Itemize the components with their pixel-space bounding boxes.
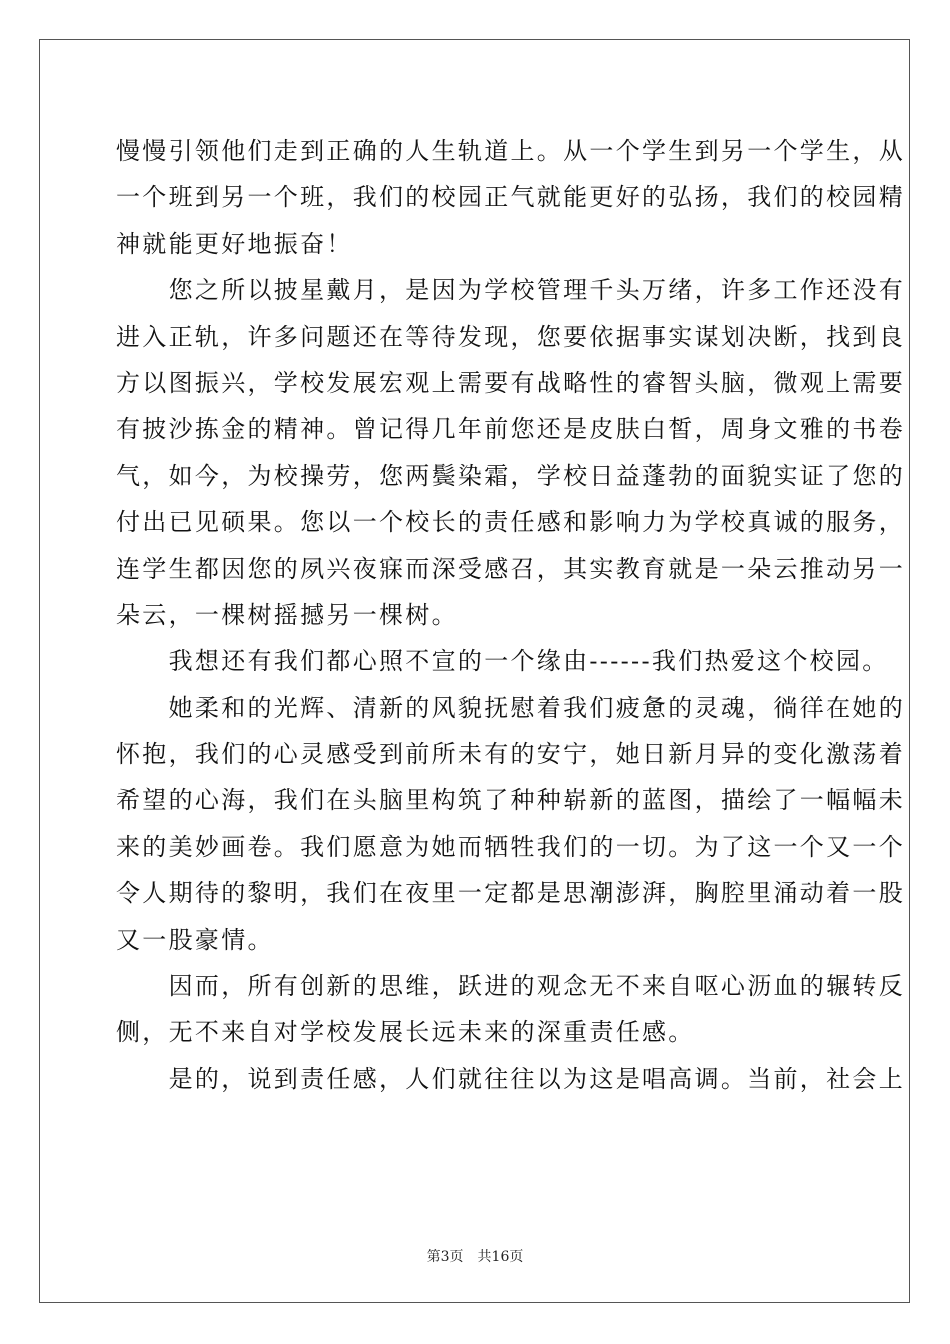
text-line: 慢慢引领他们走到正确的人生轨道上。从一个学生到另一个学生，从 <box>116 137 905 165</box>
text-line: 她柔和的光辉、清新的风貌抚慰着我们疲惫的灵魂，徜徉在她的 <box>116 693 905 722</box>
text-line: 连学生都因您的夙兴夜寐而深受感召，其实教育就是一朵云推动另一 <box>116 554 905 583</box>
text-line: 您之所以披星戴月，是因为学校管理千头万绪，许多工作还没有 <box>116 276 905 305</box>
text-line: 来的美妙画卷。我们愿意为她而牺牲我们的一切。为了这一个又一个 <box>116 832 905 861</box>
text-line: 神就能更好地振奋！ <box>116 229 353 258</box>
page-number: 第3页 <box>426 1249 464 1265</box>
text-line: 怀抱，我们的心灵感受到前所未有的安宁，她日新月异的变化激荡着 <box>116 740 905 769</box>
text-line: 又一股豪情。 <box>116 925 274 954</box>
page-total: 共16页 <box>477 1249 524 1265</box>
text-line: 侧，无不来自对学校发展长远未来的深重责任感。 <box>116 1018 695 1047</box>
text-line: 是的，说到责任感，人们就往往以为这是唱高调。当前，社会上 <box>116 1064 905 1093</box>
document-body <box>116 128 905 1102</box>
text-line: 一个班到另一个班，我们的校园正气就能更好的弘扬，我们的校园精 <box>116 183 905 212</box>
text-line: 有披沙拣金的精神。曾记得几年前您还是皮肤白皙，周身文雅的书卷 <box>116 415 905 444</box>
text-line: 因而，所有创新的思维，跃进的观念无不来自呕心沥血的辗转反 <box>116 972 905 1001</box>
text-line: 进入正轨，许多问题还在等待发现，您要依据事实谋划决断，找到良 <box>116 322 905 351</box>
text-line: 气，如今，为校操劳，您两鬓染霜，学校日益蓬勃的面貌实证了您的 <box>116 461 905 490</box>
text-line: 令人期待的黎明，我们在夜里一定都是思潮澎湃，胸腔里涌动着一股 <box>116 879 905 908</box>
text-line: 方以图振兴，学校发展宏观上需要有战略性的睿智头脑，微观上需要 <box>116 368 905 397</box>
page-footer <box>0 1246 950 1266</box>
text-line: 希望的心海，我们在头脑里构筑了种种崭新的蓝图，描绘了一幅幅未 <box>116 786 905 815</box>
text-line: 我想还有我们都心照不宣的一个缘由------我们热爱这个校园。 <box>116 647 889 676</box>
text-line: 付出已见硕果。您以一个校长的责任感和影响力为学校真诚的服务， <box>116 508 905 537</box>
text-line: 朵云，一棵树摇撼另一棵树。 <box>116 600 458 629</box>
